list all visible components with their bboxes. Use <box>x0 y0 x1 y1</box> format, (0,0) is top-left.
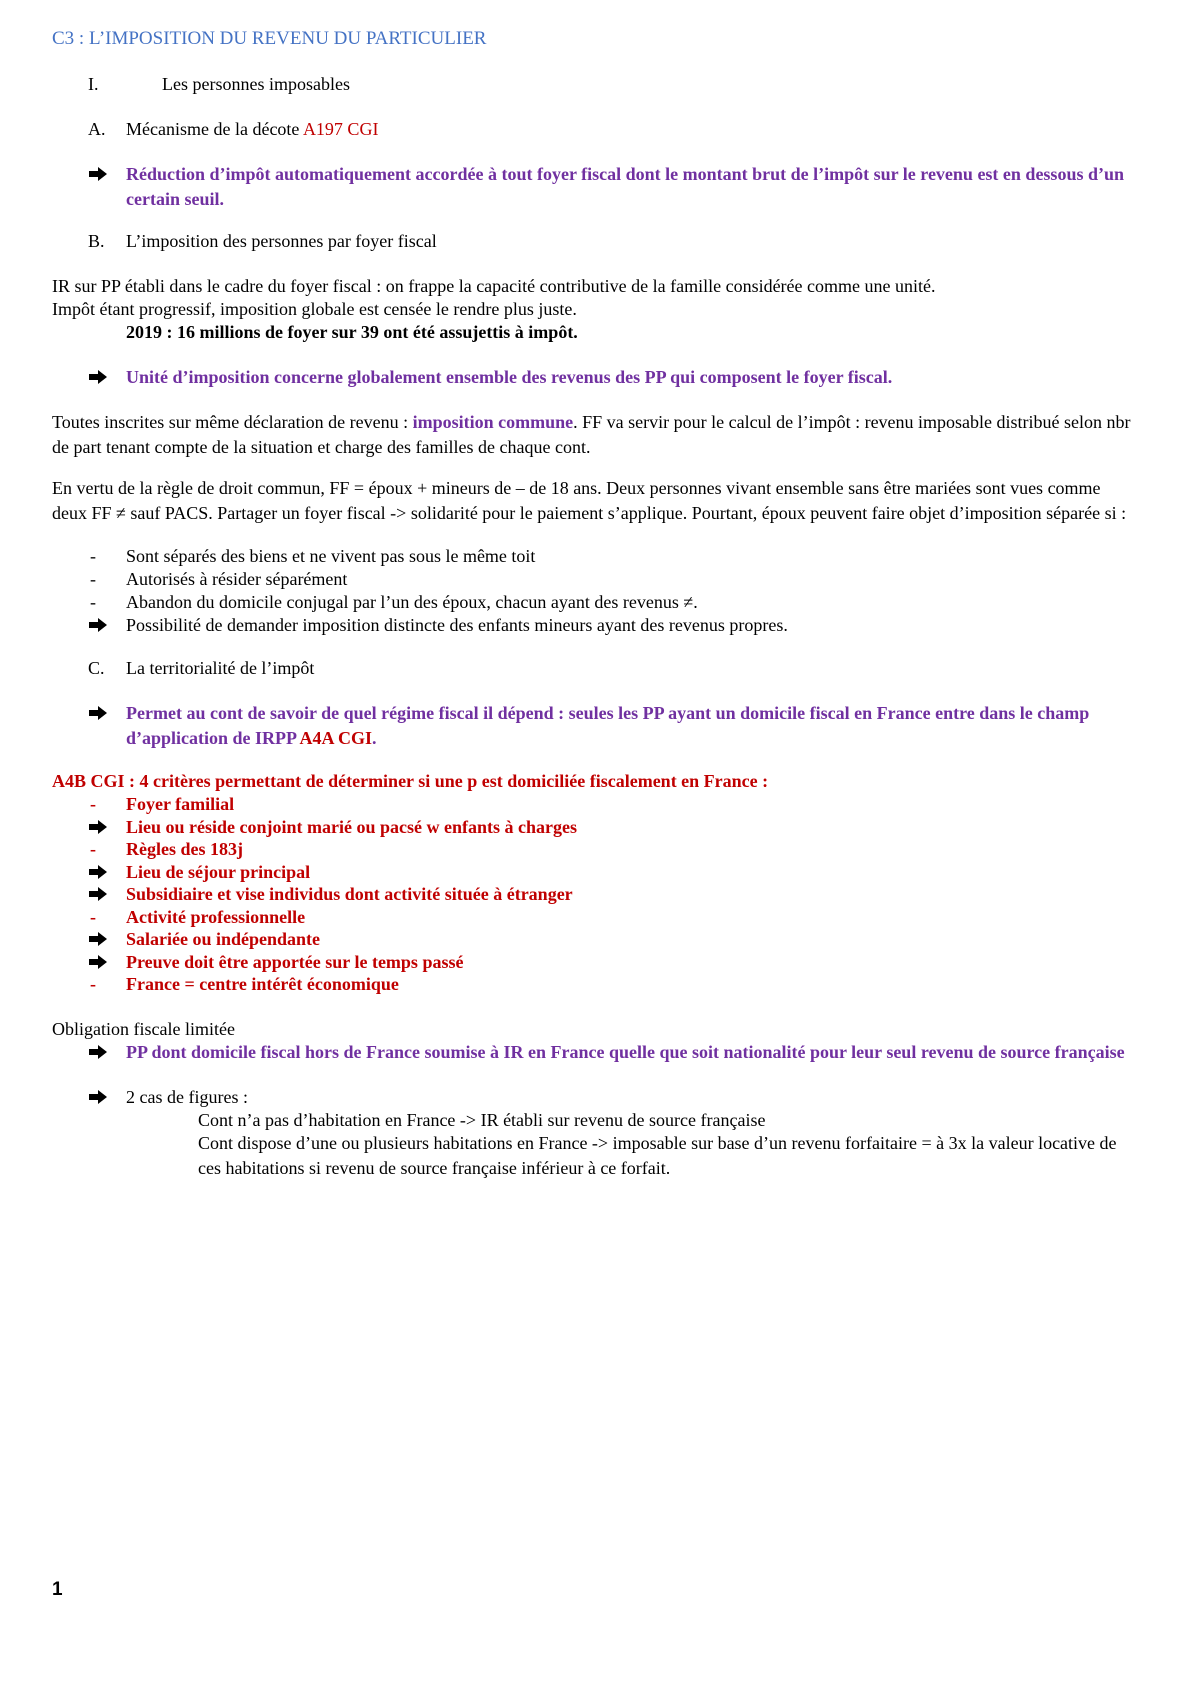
right-arrow-icon <box>88 882 124 902</box>
criteria-item: Subsidiaire et vise individus dont activité située à étranger <box>52 882 1132 906</box>
section-label: L’imposition des personnes par foyer fiscal <box>126 231 437 251</box>
right-arrow-icon <box>88 701 124 721</box>
heading-section-b <box>52 229 1132 254</box>
a4b-criteria-title: A4B CGI : 4 critères permettant de déterminer si une p est domiciliée fiscalement en France : <box>52 771 769 791</box>
legal-reference: A197 CGI <box>302 119 379 139</box>
legal-reference: A4A CGI <box>299 727 373 748</box>
right-arrow-icon <box>88 1085 124 1105</box>
criteria-item: - France = centre intérêt économique <box>52 972 1132 996</box>
list-item: Possibilité de demander imposition distincte des enfants mineurs ayant des revenus propres. <box>52 613 1132 637</box>
section-label: La territorialité de l’impôt <box>126 658 315 678</box>
heading-section-c <box>52 656 1132 681</box>
criteria-item: Salariée ou indépendante <box>52 927 1132 951</box>
section-number: I. <box>88 74 99 94</box>
dash-bullet: - <box>90 907 96 927</box>
dash-bullet: - <box>90 839 96 859</box>
section-number: A. <box>88 119 106 139</box>
criteria-item: - Règles des 183j <box>52 837 1132 861</box>
stat-2019: 2019 : 16 millions de foyer sur 39 ont été assujettis à impôt. <box>126 322 578 342</box>
note-text: Unité d’imposition concerne globalement ensemble des revenus des PP qui composent le foyer fiscal. <box>126 367 893 387</box>
dash-bullet: - <box>90 794 96 814</box>
list-item: - Sont séparés des biens et ne vivent pas sous le même toit <box>52 544 1132 568</box>
criteria-item: - Activité professionnelle <box>52 905 1132 929</box>
heading-section-a <box>52 117 1132 142</box>
paragraph-declaration: Toutes inscrites sur même déclaration de revenu : imposition commune. FF va servir pour le calcul de l’impôt : revenu imposable distribué selon nbr de part tenant compte de la situation et charge des familles de chaque cont. <box>52 412 1131 457</box>
paragraph-ir-1: IR sur PP établi dans le cadre du foyer fiscal : on frappe la capacité contributive de la famille considérée comme une unité. <box>52 276 936 296</box>
section-number: B. <box>88 231 105 251</box>
right-arrow-icon <box>88 1040 124 1060</box>
section-label: Mécanisme de la décote <box>126 119 303 139</box>
heading-section-i <box>52 72 1132 97</box>
page-number: 1 <box>52 1579 63 1600</box>
section-label: Les personnes imposables <box>162 74 350 94</box>
right-arrow-icon <box>88 860 124 880</box>
note-text: Permet au cont de savoir de quel régime fiscal il dépend : seules les PP ayant un domicile fiscal en France entre dans le champ d’application de IRPP <box>126 703 1090 748</box>
right-arrow-icon <box>88 950 124 970</box>
cas-figure-1: Cont n’a pas d’habitation en France -> IR établi sur revenu de source française <box>198 1110 766 1130</box>
criteria-item: Lieu de séjour principal <box>52 860 1132 884</box>
criteria-item: Lieu ou réside conjoint marié ou pacsé w enfants à charges <box>52 815 1132 839</box>
obligation-arrow-note: PP dont domicile fiscal hors de France soumise à IR en France quelle que soit nationalité pour leur seul revenu de source française <box>52 1040 1132 1088</box>
paragraph-ir-2: Impôt étant progressif, imposition globale est censée le rendre plus juste. <box>52 299 577 319</box>
right-arrow-icon <box>88 927 124 947</box>
arrow-note-territorialite: Permet au cont de savoir de quel régime fiscal il dépend : seules les PP ayant un domicile fiscal en France entre dans le champ d’application de IRPP A4A CGI. <box>52 701 1132 751</box>
cas-figure-2: Cont dispose d’une ou plusieurs habitations en France -> imposable sur base d’un revenu forfaitaire = à 3x la valeur locative de ces habitations si revenu de source française inférieur à ce forfait. <box>198 1133 1117 1178</box>
criteria-item: - Foyer familial <box>52 792 1132 816</box>
dash-bullet: - <box>90 569 96 589</box>
section-number: C. <box>88 658 105 678</box>
right-arrow-icon <box>88 365 124 385</box>
dash-bullet: - <box>90 974 96 994</box>
note-text: Réduction d’impôt automatiquement accordée à tout foyer fiscal dont le montant brut de l’impôt sur le revenu est en dessous d’un certain seuil. <box>126 164 1124 209</box>
paragraph-regle: En vertu de la règle de droit commun, FF = époux + mineurs de – de 18 ans. Deux personnes vivant ensemble sans être mariées sont vues comme deux FF ≠ sauf PACS. Partager un foyer fiscal -> solidarité pour le paiement s’applique. Pourtant, époux peuvent faire objet d’imposition séparée si : <box>52 478 1127 523</box>
right-arrow-icon <box>88 613 124 633</box>
criteria-item: Preuve doit être apportée sur le temps passé <box>52 950 1132 974</box>
obligation-title: Obligation fiscale limitée <box>52 1019 235 1039</box>
right-arrow-icon <box>88 815 124 835</box>
right-arrow-icon <box>88 162 124 182</box>
obligation-arrow-note: 2 cas de figures : <box>52 1085 1132 1109</box>
page-title: C3 : L’IMPOSITION DU REVENU DU PARTICULIER <box>52 28 487 49</box>
dash-bullet: - <box>90 546 96 566</box>
dash-bullet: - <box>90 592 96 612</box>
highlight-imposition-commune: imposition commune <box>412 412 574 432</box>
arrow-note-decote <box>52 162 1132 212</box>
list-item: - Autorisés à résider séparément <box>52 567 1132 591</box>
arrow-note-unite <box>52 365 1132 390</box>
list-item: - Abandon du domicile conjugal par l’un des époux, chacun ayant des revenus ≠. <box>52 590 1132 614</box>
